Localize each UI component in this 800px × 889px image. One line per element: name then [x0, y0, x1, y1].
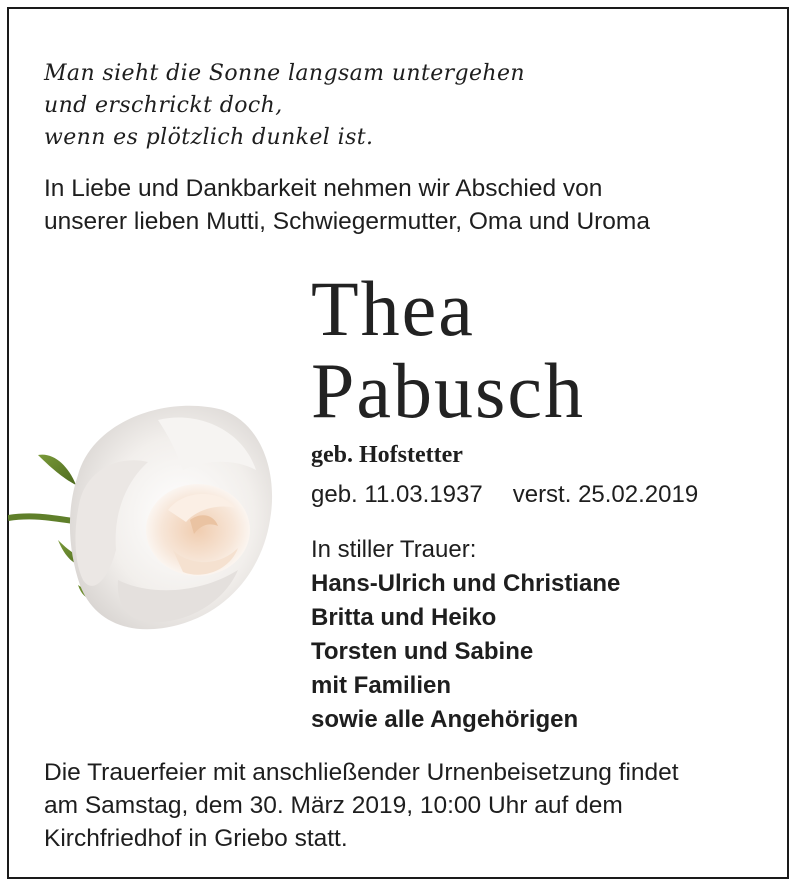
deceased-name [311, 265, 585, 434]
last-name: Pabusch [311, 347, 585, 434]
poem-line: Man sieht die Sonne langsam untergehen [44, 61, 525, 86]
death-date: verst. 25.02.2019 [512, 481, 699, 508]
mourners-block [311, 533, 620, 737]
intro-line: In Liebe und Dankbarkeit nehmen wir Abschied von [44, 175, 603, 202]
poem-line: wenn es plötzlich dunkel ist. [44, 125, 374, 150]
funeral-info [44, 756, 679, 855]
white-rose-icon [8, 380, 293, 645]
intro-line: unserer lieben Mutti, Schwiegermutter, Oma und Uroma [44, 208, 650, 235]
birth-date: geb. 11.03.1937 [311, 481, 483, 508]
mourner-name: Torsten und Sabine [311, 638, 534, 665]
mourner-name: mit Familien [311, 672, 452, 699]
life-dates [311, 480, 698, 510]
mourner-name: Britta und Heiko [311, 604, 497, 631]
intro-text [44, 172, 650, 238]
maiden-name: geb. Hofstetter [311, 442, 463, 468]
funeral-info-line: Kirchfriedhof in Griebo statt. [44, 825, 348, 852]
poem-line: und erschrickt doch, [44, 93, 283, 118]
mourner-name: sowie alle Angehörigen [311, 706, 579, 733]
first-name: Thea [311, 265, 475, 352]
rose-stem [8, 516, 80, 522]
rose-leaf [38, 455, 76, 485]
funeral-info-line: Die Trauerfeier mit anschließender Urnenbeisetzung findet [44, 759, 679, 786]
mourners-heading: In stiller Trauer: [311, 536, 477, 563]
mourner-name: Hans-Ulrich und Christiane [311, 570, 621, 597]
poem [44, 58, 525, 154]
funeral-info-line: am Samstag, dem 30. März 2019, 10:00 Uhr auf dem [44, 792, 623, 819]
